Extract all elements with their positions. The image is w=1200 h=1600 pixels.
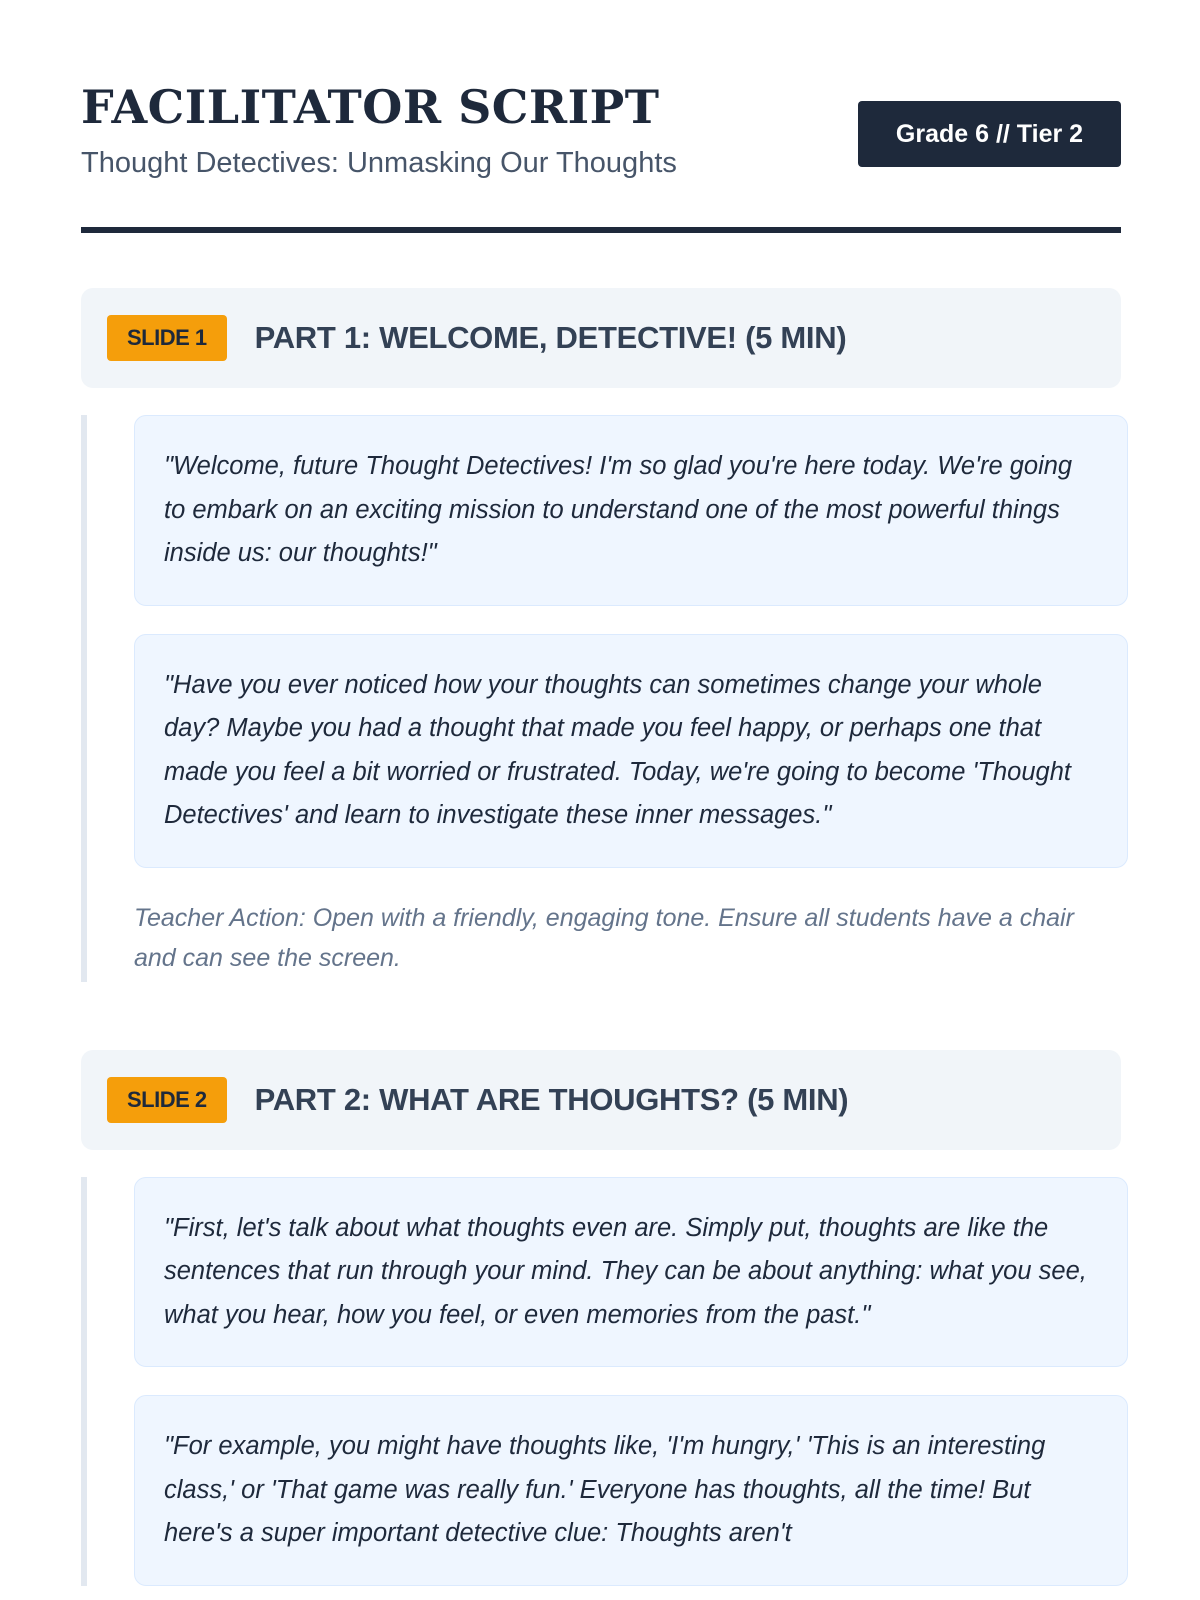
facilitator-script-page	[81, 0, 1121, 1600]
script-quote: "Have you ever noticed how your thoughts can sometimes change your whole day? Maybe you had a thought that made you feel happy, or perhaps one that made you feel a bit worried or frustrated. Today, we're going to become 'Thought Detectives' and learn to investigate these inner messages."	[134, 634, 1128, 868]
page-title: FACILITATOR SCRIPT	[81, 80, 660, 134]
section-body	[81, 415, 1121, 982]
header-divider	[81, 227, 1121, 233]
script-quote: "Welcome, future Thought Detectives! I'm so glad you're here today. We're going to embark on an exciting mission to understand one of the most powerful things inside us: our thoughts!"	[134, 415, 1128, 606]
section-header	[81, 1050, 1121, 1150]
script-quote: "For example, you might have thoughts like, 'I'm hungry,' 'This is an interesting class,' or 'That game was really fun.' Everyone has thoughts, all the time! But here's a super important detective clue: Thoughts aren't	[134, 1395, 1128, 1586]
slide-badge: SLIDE 1	[107, 315, 227, 361]
section-body	[81, 1177, 1121, 1586]
script-quote: "First, let's talk about what thoughts even are. Simply put, thoughts are like the sentences that run through your mind. They can be about anything: what you see, what you hear, how you feel, or even memories from the past."	[134, 1177, 1128, 1368]
section-slide-1	[81, 288, 1121, 982]
section-title: PART 1: WELCOME, DETECTIVE! (5 MIN)	[254, 320, 847, 355]
slide-badge: SLIDE 2	[107, 1077, 227, 1123]
section-slide-2	[81, 1050, 1121, 1586]
grade-tier-badge: Grade 6 // Tier 2	[858, 101, 1121, 167]
page-subtitle: Thought Detectives: Unmasking Our Thoughts	[81, 147, 677, 179]
section-title: PART 2: WHAT ARE THOUGHTS? (5 MIN)	[254, 1081, 849, 1117]
section-header	[81, 288, 1121, 388]
teacher-action-note: Teacher Action: Open with a friendly, engaging tone. Ensure all students have a chair and can see the screen.	[134, 903, 1074, 972]
document-header	[81, 0, 1121, 234]
